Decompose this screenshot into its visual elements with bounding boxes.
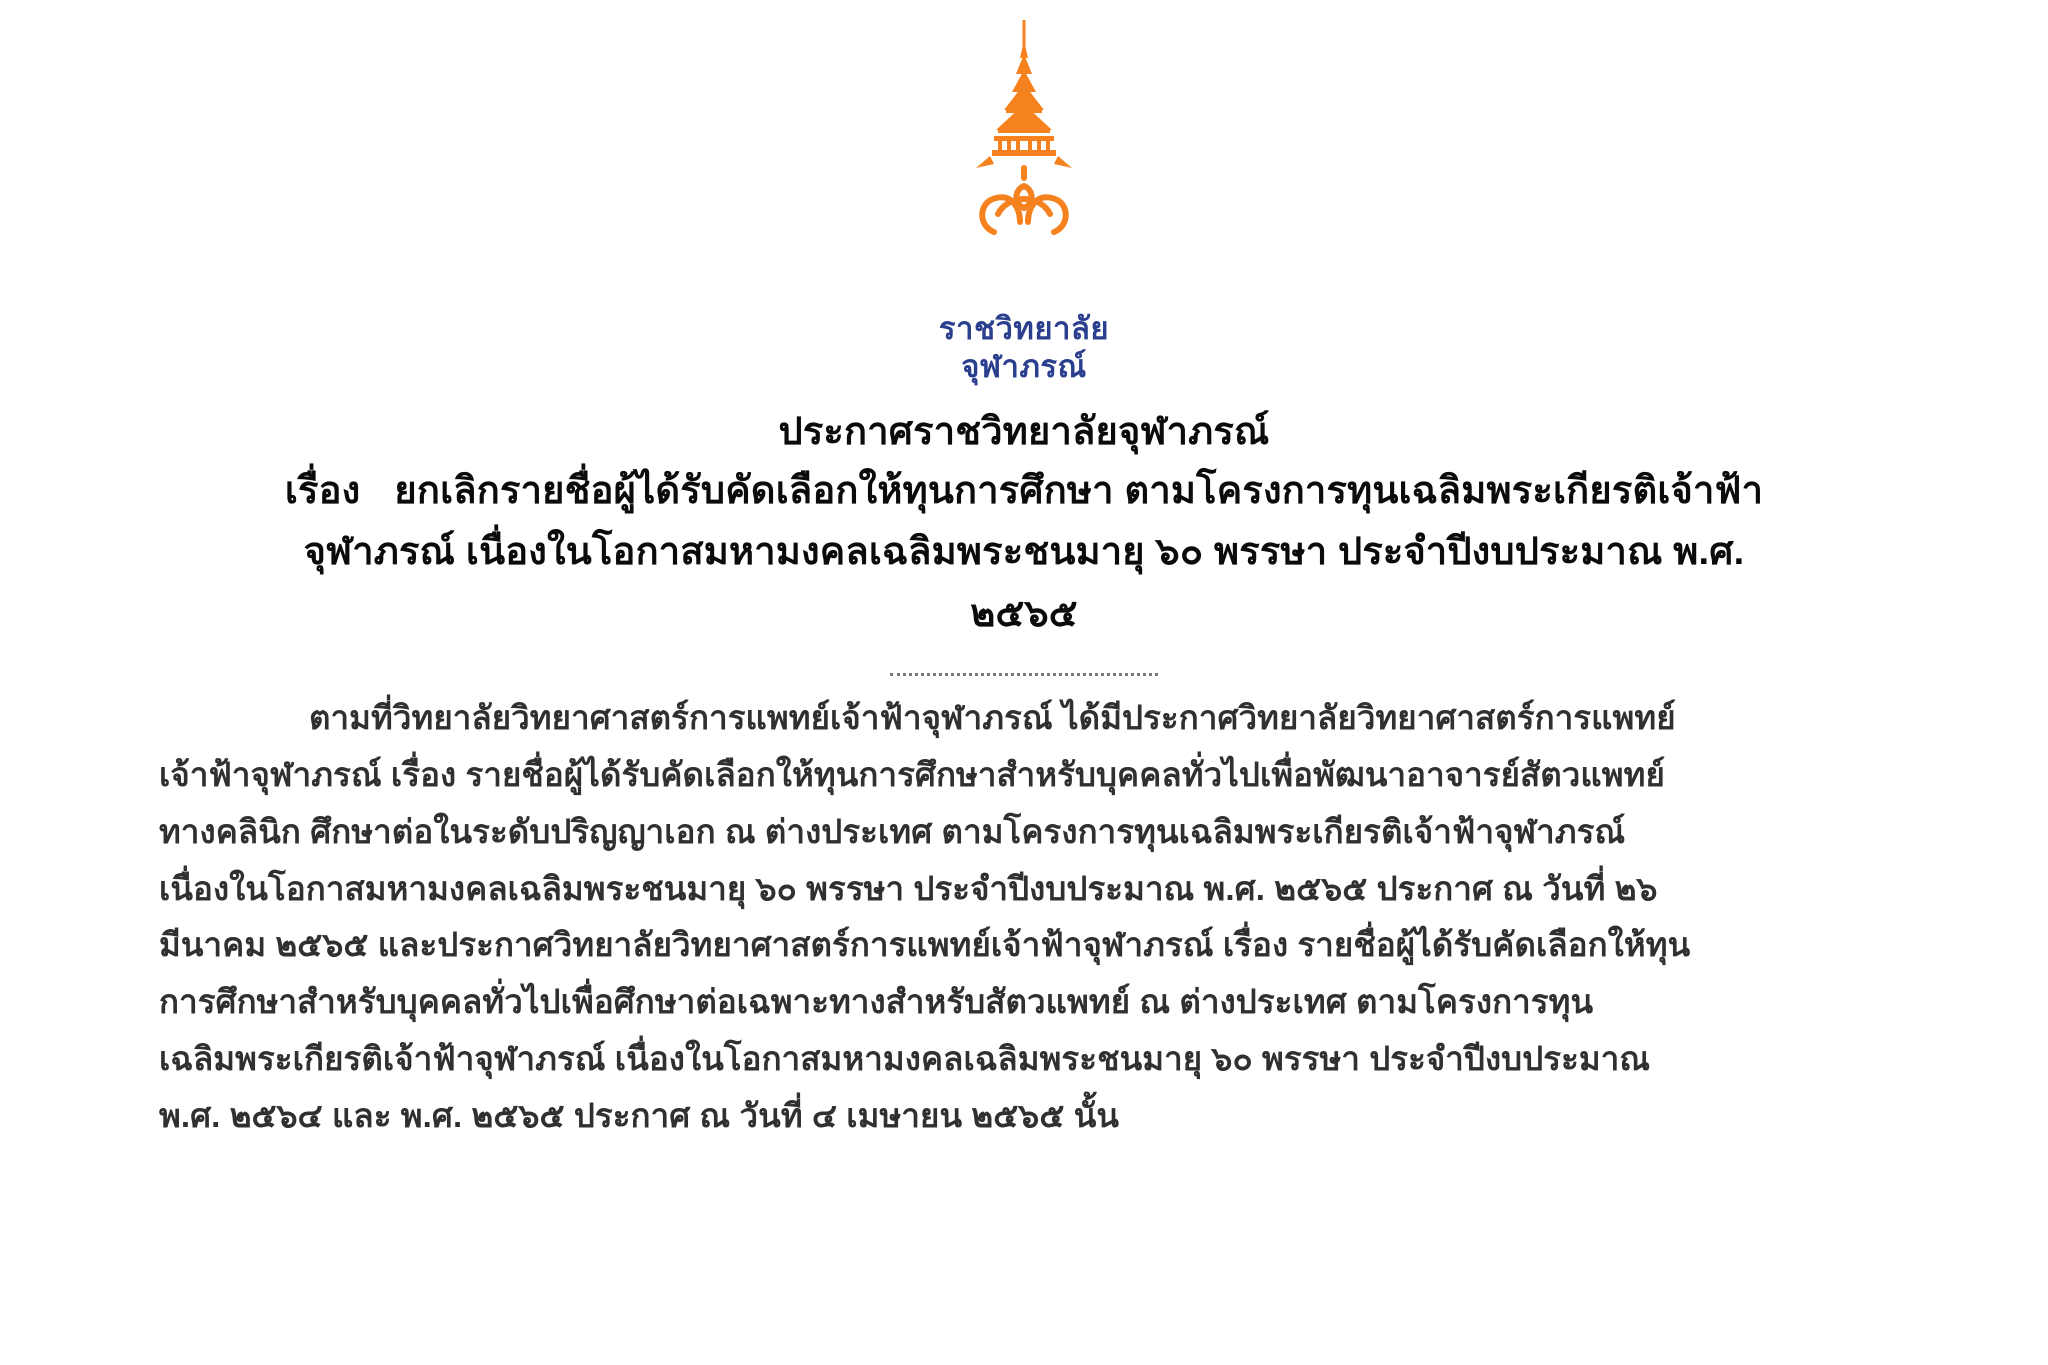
dotted-separator bbox=[0, 671, 2048, 676]
emblem-caption-line1: ราชวิทยาลัย bbox=[938, 311, 1110, 346]
document-body bbox=[159, 690, 1889, 1144]
subject-text-line3: ๒๕๖๕ bbox=[970, 592, 1078, 635]
emblem-caption-line2: จุฬาภรณ์ bbox=[961, 348, 1087, 384]
body-line-8: พ.ศ. ๒๕๖๔ และ พ.ศ. ๒๕๖๕ ประกาศ ณ วันที่ ๔ เมษายน ๒๕๖๕ นั้น bbox=[159, 1096, 1120, 1134]
chulabhorn-royal-academy-emblem-icon bbox=[934, 18, 1114, 308]
body-line-2: เจ้าฟ้าจุฬาภรณ์ เรื่อง รายชื่อผู้ได้รับคัดเลือกให้ทุนการศึกษาสำหรับบุคคลทั่วไปเพื่อพัฒนาอาจารย์สัตวแพทย์ bbox=[159, 756, 1665, 794]
emblem-block bbox=[0, 0, 2048, 386]
dotted-separator-line bbox=[890, 671, 1158, 676]
body-line-4: เนื่องในโอกาสมหามงคลเฉลิมพระชนมายุ ๖๐ พรรษา ประจำปีงบประมาณ พ.ศ. ๒๕๖๕ ประกาศ ณ วันที่ ๒๖ bbox=[159, 869, 1658, 907]
announcement-subject-line bbox=[154, 461, 1894, 523]
body-line-5: มีนาคม ๒๕๖๕ และประกาศวิทยาลัยวิทยาศาสตร์การแพทย์เจ้าฟ้าจุฬาภรณ์ เรื่อง รายชื่อผู้ได้รับคัดเลือกให้ทุน bbox=[159, 926, 1691, 964]
announcement-heading: ประกาศราชวิทยาลัยจุฬาภรณ์ bbox=[778, 410, 1270, 453]
body-line-1 bbox=[159, 690, 1889, 747]
subject-label: เรื่อง bbox=[284, 469, 361, 512]
body-line-7: เฉลิมพระเกียรติเจ้าฟ้าจุฬาภรณ์ เนื่องในโอกาสมหามงคลเฉลิมพระชนมายุ ๖๐ พรรษา ประจำปีงบประมาณ bbox=[159, 1039, 1651, 1077]
subject-text-line2: จุฬาภรณ์ เนื่องในโอกาสมหามงคลเฉลิมพระชนมายุ ๖๐ พรรษา ประจำปีงบประมาณ พ.ศ. bbox=[303, 531, 1745, 574]
body-line-1-text: ตามที่วิทยาลัยวิทยาศาสตร์การแพทย์เจ้าฟ้าจุฬาภรณ์ ได้มีประกาศวิทยาลัยวิทยาศาสตร์การแพทย์ bbox=[309, 699, 1676, 737]
body-line-6: การศึกษาสำหรับบุคคลทั่วไปเพื่อศึกษาต่อเฉพาะทางสำหรับสัตวแพทย์ ณ ต่างประเทศ ตามโครงการทุน bbox=[159, 983, 1594, 1021]
emblem-caption bbox=[939, 310, 1109, 386]
subject-text-line1: ยกเลิกรายชื่อผู้ได้รับคัดเลือกให้ทุนการศึกษา ตามโครงการทุนเฉลิมพระเกียรติเจ้าฟ้า bbox=[394, 469, 1764, 512]
document-title-block bbox=[154, 404, 1894, 646]
body-line-3: ทางคลินิก ศึกษาต่อในระดับปริญญาเอก ณ ต่างประเทศ ตามโครงการทุนเฉลิมพระเกียรติเจ้าฟ้าจุฬาภรณ์ bbox=[159, 812, 1626, 850]
